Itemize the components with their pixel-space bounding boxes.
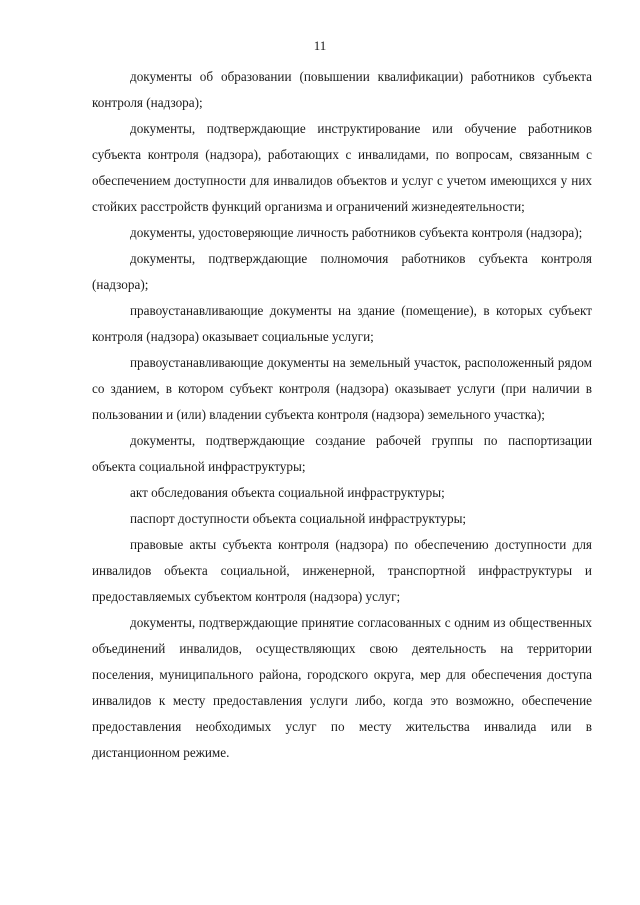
paragraph-working-group-documents: документы, подтверждающие создание рабочей группы по паспортизации объекта социальной инфраструктуры; [92,433,592,474]
paragraph-agreed-measures: документы, подтверждающие принятие согласованных с одним из общественных объединений инвалидов, осуществляющих свою деятельность на территории поселения, муниципального района, городского округа, мер для обеспечения доступа инвалидов к месту предоставления услуги либо, когда это возможно, обеспечение предоставления необходимых услуг по месту жительства инвалида или в дистанционном режиме. [92,615,592,760]
paragraph-authority-documents: документы, подтверждающие полномочия работников субъекта контроля (надзора); [92,251,592,292]
paragraph-education-documents: документы об образовании (повышении квалификации) работников субъекта контроля (надзора); [92,69,592,110]
paragraph-training-documents: документы, подтверждающие инструктирование или обучение работников субъекта контроля (надзора), работающих с инвалидами, по вопросам, связанным с обеспечением доступности для инвалидов объектов и услуг с учетом имеющихся у них стойких расстройств функций организма и ограничений жизнедеятельности; [92,121,592,214]
paragraph-building-title-documents: правоустанавливающие документы на здание (помещение), в которых субъект контроля (надзора) оказывает социальные услуги; [92,303,592,344]
paragraph-identity-documents: документы, удостоверяющие личность работников субъекта контроля (надзора); [130,225,583,240]
paragraph-legal-acts: правовые акты субъекта контроля (надзора) по обеспечению доступности для инвалидов объекта социальной, инженерной, транспортной инфраструктуры и предоставляемых субъектом контроля (надзора) услуг; [92,537,592,604]
document-body [92,64,592,766]
paragraph-accessibility-passport: паспорт доступности объекта социальной инфраструктуры; [130,511,467,526]
paragraph-land-title-documents: правоустанавливающие документы на земельный участок, расположенный рядом со зданием, в котором субъект контроля (надзора) оказывает услуги (при наличии в пользовании и (или) владении субъекта контроля (надзора) земельного участка); [92,355,592,422]
paragraph-inspection-act: акт обследования объекта социальной инфраструктуры; [130,485,445,500]
page-number: 11 [313,38,327,53]
